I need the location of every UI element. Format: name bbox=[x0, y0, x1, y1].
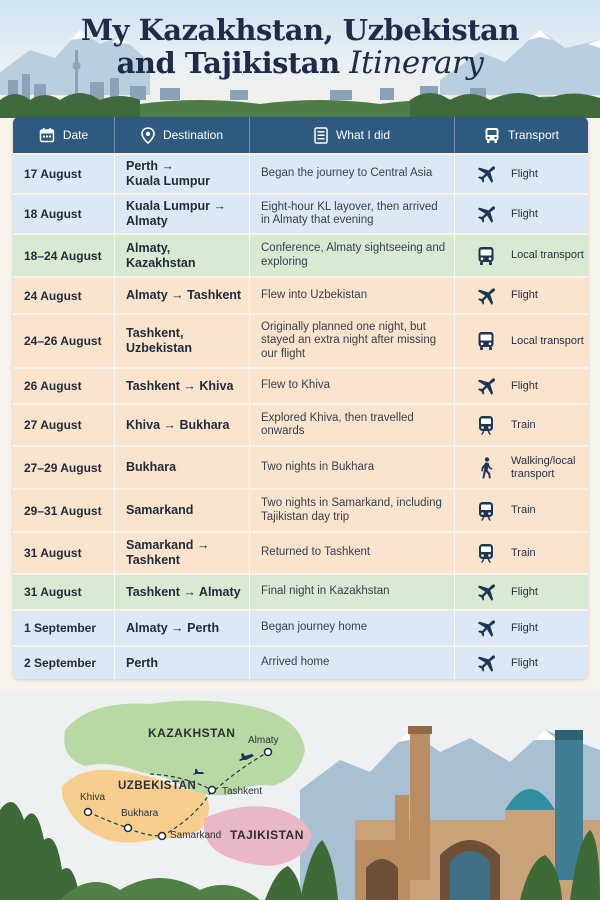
cell-transport-label: Local transport bbox=[511, 249, 584, 261]
walking-icon bbox=[475, 457, 497, 479]
cell-what-i-did: Two nights in Samarkand, including Tajikistan day trip bbox=[250, 490, 455, 531]
bus-icon bbox=[475, 245, 497, 267]
city-marker-khiva bbox=[85, 809, 92, 816]
city-label-khiva: Khiva bbox=[80, 792, 106, 803]
cell-what-i-did: Eight-hour KL layover, then arrived in Almaty that evening bbox=[250, 195, 455, 233]
bus-icon bbox=[475, 330, 497, 352]
cell-transport bbox=[455, 405, 588, 445]
table-row bbox=[13, 488, 588, 531]
cell-transport-label: Flight bbox=[511, 585, 538, 598]
cell-destination: Khiva → Bukhara bbox=[115, 405, 250, 445]
train-icon bbox=[475, 500, 497, 522]
cell-destination: Samarkand → Tashkent bbox=[115, 533, 250, 573]
cell-destination: Tashkent, Uzbekistan bbox=[115, 315, 250, 367]
table-header bbox=[13, 117, 588, 153]
cell-destination: Perth → Kuala Lumpur bbox=[115, 155, 250, 193]
cell-transport-label: Train bbox=[511, 546, 536, 559]
cell-destination: Samarkand bbox=[115, 490, 250, 531]
city-marker-tashkent bbox=[209, 787, 216, 794]
cell-date: 27–29 August bbox=[13, 447, 115, 488]
cell-transport-label: Flight bbox=[511, 379, 538, 392]
table-row bbox=[13, 233, 588, 276]
map-footer bbox=[0, 690, 600, 900]
cell-transport-label: Train bbox=[511, 418, 536, 431]
table-row bbox=[13, 573, 588, 609]
cell-date: 26 August bbox=[13, 369, 115, 403]
country-label-kazakhstan: KAZAKHSTAN bbox=[148, 726, 236, 740]
column-header-transport-label: Transport bbox=[508, 128, 559, 142]
table-row bbox=[13, 645, 588, 679]
cell-destination: Almaty, Kazakhstan bbox=[115, 235, 250, 276]
cell-destination: Almaty → Tashkent bbox=[115, 278, 250, 313]
cell-transport bbox=[455, 195, 588, 233]
plane-icon bbox=[475, 581, 497, 603]
city-label-bukhara: Bukhara bbox=[121, 808, 159, 819]
cell-transport bbox=[455, 575, 588, 609]
cell-transport bbox=[455, 611, 588, 645]
plane-icon bbox=[475, 652, 497, 674]
checklist-icon bbox=[314, 127, 328, 144]
cell-what-i-did: Originally planned one night, but stayed an extra night after missing our flight bbox=[250, 315, 455, 367]
column-header-date-label: Date bbox=[62, 128, 89, 142]
cell-destination: Kuala Lumpur → Almaty bbox=[115, 195, 250, 233]
column-header-destination bbox=[115, 117, 250, 153]
cell-date: 29–31 August bbox=[13, 490, 115, 531]
cell-transport-label: Train bbox=[511, 504, 536, 516]
table-row bbox=[13, 153, 588, 193]
table-row bbox=[13, 445, 588, 488]
cell-date: 1 September bbox=[13, 611, 115, 645]
cell-what-i-did: Conference, Almaty sightseeing and exploring bbox=[250, 235, 455, 276]
table-row bbox=[13, 531, 588, 573]
cell-transport bbox=[455, 533, 588, 573]
table-row bbox=[13, 313, 588, 367]
train-icon bbox=[475, 414, 497, 436]
calendar-icon bbox=[39, 127, 55, 143]
cell-transport-label: Flight bbox=[511, 289, 538, 301]
plane-icon bbox=[475, 617, 497, 639]
title-script-word: Itinerary bbox=[349, 45, 484, 81]
cell-transport bbox=[455, 447, 588, 488]
cell-destination: Tashkent → Khiva bbox=[115, 369, 250, 403]
cell-date: 31 August bbox=[13, 575, 115, 609]
header-banner bbox=[0, 0, 600, 118]
cell-transport-label: Flight bbox=[511, 621, 538, 634]
column-header-transport bbox=[455, 117, 588, 153]
table-row bbox=[13, 367, 588, 403]
cell-date: 18 August bbox=[13, 195, 115, 233]
cell-transport-label: Local transport bbox=[511, 334, 584, 347]
cell-destination: Almaty → Perth bbox=[115, 611, 250, 645]
plane-icon bbox=[475, 203, 497, 225]
city-marker-bukhara bbox=[125, 825, 132, 832]
cell-date: 27 August bbox=[13, 405, 115, 445]
plane-icon bbox=[475, 375, 497, 397]
cell-date: 17 August bbox=[13, 155, 115, 193]
plane-icon bbox=[475, 163, 497, 185]
cell-destination: Tashkent → Almaty bbox=[115, 575, 250, 609]
table-row bbox=[13, 276, 588, 313]
cell-transport-label: Flight bbox=[511, 207, 538, 220]
table-row bbox=[13, 609, 588, 645]
cell-date: 31 August bbox=[13, 533, 115, 573]
cell-transport-label: Flight bbox=[511, 656, 538, 669]
country-label-uzbekistan: UZBEKISTAN bbox=[118, 780, 197, 792]
page-title bbox=[0, 14, 600, 80]
cell-what-i-did: Flew to Khiva bbox=[250, 369, 455, 403]
cell-transport-label: Flight bbox=[511, 167, 538, 180]
title-line-1: My Kazakhstan, Uzbekistan bbox=[81, 13, 519, 47]
country-label-tajikistan: TAJIKISTAN bbox=[230, 828, 304, 842]
cell-destination: Perth bbox=[115, 647, 250, 679]
cell-what-i-did: Flew into Uzbekistan bbox=[250, 278, 455, 313]
table-row bbox=[13, 193, 588, 233]
train-icon bbox=[475, 542, 497, 564]
cell-date: 24 August bbox=[13, 278, 115, 313]
cell-what-i-did: Began the journey to Central Asia bbox=[250, 155, 455, 193]
cell-transport bbox=[455, 490, 588, 531]
cell-transport bbox=[455, 369, 588, 403]
cell-transport bbox=[455, 315, 588, 367]
bus-icon bbox=[484, 127, 500, 144]
cell-what-i-did: Began journey home bbox=[250, 611, 455, 645]
column-header-date bbox=[13, 117, 115, 153]
cell-what-i-did: Two nights in Bukhara bbox=[250, 447, 455, 488]
cell-transport bbox=[455, 235, 588, 276]
city-marker-samarkand bbox=[159, 833, 166, 840]
city-label-almaty: Almaty bbox=[248, 735, 279, 746]
title-line-2 bbox=[0, 47, 600, 80]
cell-what-i-did: Explored Khiva, then travelled onwards bbox=[250, 405, 455, 445]
cell-date: 24–26 August bbox=[13, 315, 115, 367]
cell-destination: Bukhara bbox=[115, 447, 250, 488]
cell-what-i-did: Returned to Tashkent bbox=[250, 533, 455, 573]
cell-what-i-did: Arrived home bbox=[250, 647, 455, 679]
itinerary-table bbox=[13, 117, 588, 679]
cell-what-i-did: Final night in Kazakhstan bbox=[250, 575, 455, 609]
cell-date: 18–24 August bbox=[13, 235, 115, 276]
plane-icon bbox=[475, 285, 497, 307]
cell-transport bbox=[455, 155, 588, 193]
table-row bbox=[13, 403, 588, 445]
city-label-samarkand: Samarkand bbox=[170, 830, 222, 841]
column-header-what-i-did bbox=[250, 117, 455, 153]
cell-transport-label: Walking/local transport bbox=[511, 454, 576, 480]
column-header-what-i-did-label: What I did bbox=[335, 128, 391, 142]
map-pin-icon bbox=[141, 127, 155, 144]
cell-date: 2 September bbox=[13, 647, 115, 679]
column-header-destination-label: Destination bbox=[162, 128, 224, 142]
cell-transport bbox=[455, 647, 588, 679]
city-marker-almaty bbox=[265, 749, 272, 756]
title-line-2-text: and Tajikistan bbox=[116, 46, 340, 80]
cell-transport bbox=[455, 278, 588, 313]
city-label-tashkent: Tashkent bbox=[222, 786, 263, 797]
